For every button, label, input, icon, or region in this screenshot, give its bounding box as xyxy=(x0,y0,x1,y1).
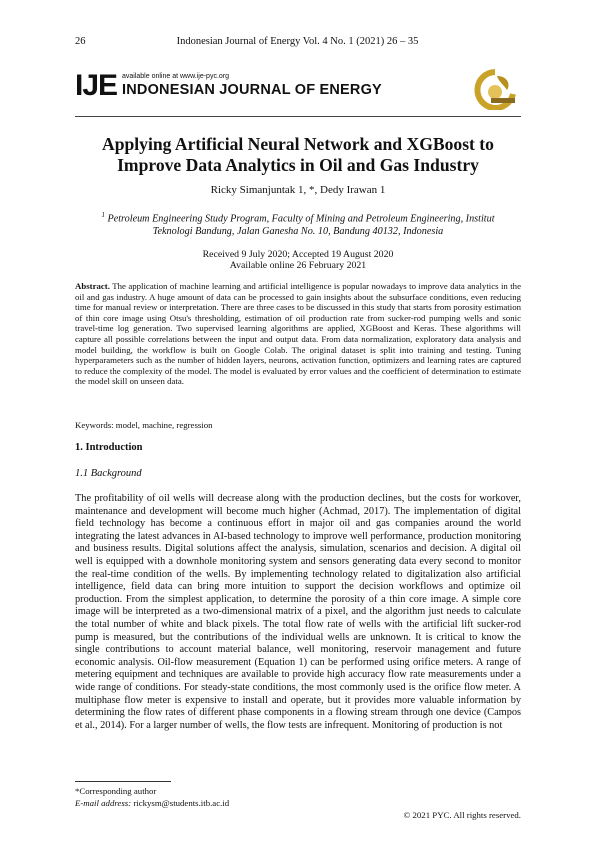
abstract-text: The application of machine learning and artificial intelligence is popular nowadays to improve data analytics in the oil and gas industry. A huge amount of data can be processed to gain insights about the subsurface conditions, even reducing time for manual review or interpretation. There are three cases to be discussed in this study that starts from porosity estimation of thin core image using Otsu's thresholding, estimation of oil production rate from sucker-rod pumping wells and sonic travel-time log generation. Two supervised learning algorithms are applied, XGBoost and Keras. These algorithms will capture all possible correlations between the input and output data. From data normalization, exploratory data analysis and model building, the workflow is built on Google Colab. The original dataset is split into training and testing. Tuning hyperparameters such as the number of hidden layers, neurons, activation function, optimizers and learning rates are captured to reduce the complexity of the model. The model is evaluated by error values and the coefficient of determination to estimate the model skill on unseen data. xyxy=(75,281,521,387)
subsection-heading: 1.1 Background xyxy=(75,468,142,479)
keywords: Keywords: model, machine, regression xyxy=(75,420,213,430)
section-heading: 1. Introduction xyxy=(75,442,143,453)
abstract xyxy=(75,281,521,387)
copyright: © 2021 PYC. All rights reserved. xyxy=(403,810,521,820)
body-paragraph: The profitability of oil wells will decrease along with the production declines, but the costs for workover, maintenance and development will become much higher (Achmad, 2017). The implementation of digital field technology has become a continuous effort in major oil and gas companies around the world integrating the latest advances in AI-based technology to improve well performance, production monitoring and business results. Digital solutions affect the analysis, simulation, scenarios and decision. A digital oil well is equipped with a downhole monitoring system and sensors generating data every second to monitor the real-time condition of the wells. By implementing technology related to digitalization also artificial intelligence, field data can bring more intuition to support the decision workflows and optimize oil production. From the simplest application, to determine the porosity of a thin core image. A simple core image will be interpreted as a two-dimensional matrix of a pixel, and the algorithm just needs to calculate the total number of white and black pixels. The total flow rate of wells with the artificial lift sucker-rod pump is measured, but the contributions of the individual wells are unknown. It is critical to know the single contributions to account material balance, well monitoring, reservoir management and future economic analysis. Oil-flow measurement (Equation 1) can be performed using orifice meters. A range of metering equipment and techniques are available to provide high accuracy flow rate measurements under a wide range of conditions. For steady-state conditions, the most commonly used is the orifice flow meter. A multiphase flow meter is expensive to install and operate, but it provides more valuable information by determining the flow rates of different phase components in a flowing stream through one device (Campos et al., 2014). For a larger number of wells, the flow tests are infrequent. Monitoring of production is not xyxy=(75,493,521,731)
article-dates xyxy=(75,249,521,271)
footnote-rule xyxy=(75,781,171,782)
email-label: E-mail address: xyxy=(75,798,132,808)
journal-name: INDONESIAN JOURNAL OF ENERGY xyxy=(122,82,382,98)
header-rule xyxy=(75,116,521,117)
journal-citation: Indonesian Journal of Energy Vol. 4 No. 1 (2021) 26 – 35 xyxy=(176,36,419,47)
affiliation-mark: 1 xyxy=(101,211,105,219)
received-date: Received 9 July 2020; Accepted 19 August 2020 xyxy=(202,249,394,260)
affiliation xyxy=(75,209,521,238)
page-number: 26 xyxy=(75,36,86,47)
affiliation-line-2: Teknologi Bandung, Jalan Ganesha No. 10, Bandung 40132, Indonesia xyxy=(152,226,444,238)
article-title xyxy=(75,134,521,176)
email-address: rickysm@students.itb.ac.id xyxy=(133,798,230,808)
publisher-emblem-icon xyxy=(471,68,519,110)
article-title-line-1: Applying Artificial Neural Network and XGBoost to xyxy=(102,134,494,154)
article-authors: Ricky Simanjuntak 1, *, Dedy Irawan 1 xyxy=(210,184,386,196)
corresponding-author-note: *Corresponding author xyxy=(75,786,157,796)
journal-logo xyxy=(75,71,405,101)
affiliation-line-1: Petroleum Engineering Study Program, Faculty of Mining and Petroleum Engineering, Institut xyxy=(107,213,495,225)
journal-availability: available online at www.ije-pyc.org xyxy=(122,73,229,80)
journal-logo-abbr: IJE xyxy=(75,69,118,102)
available-date: Available online 26 February 2021 xyxy=(229,260,367,271)
article-title-line-2: Improve Data Analytics in Oil and Gas Industry xyxy=(117,155,479,175)
abstract-label: Abstract. xyxy=(75,281,110,291)
email-note xyxy=(75,798,229,808)
